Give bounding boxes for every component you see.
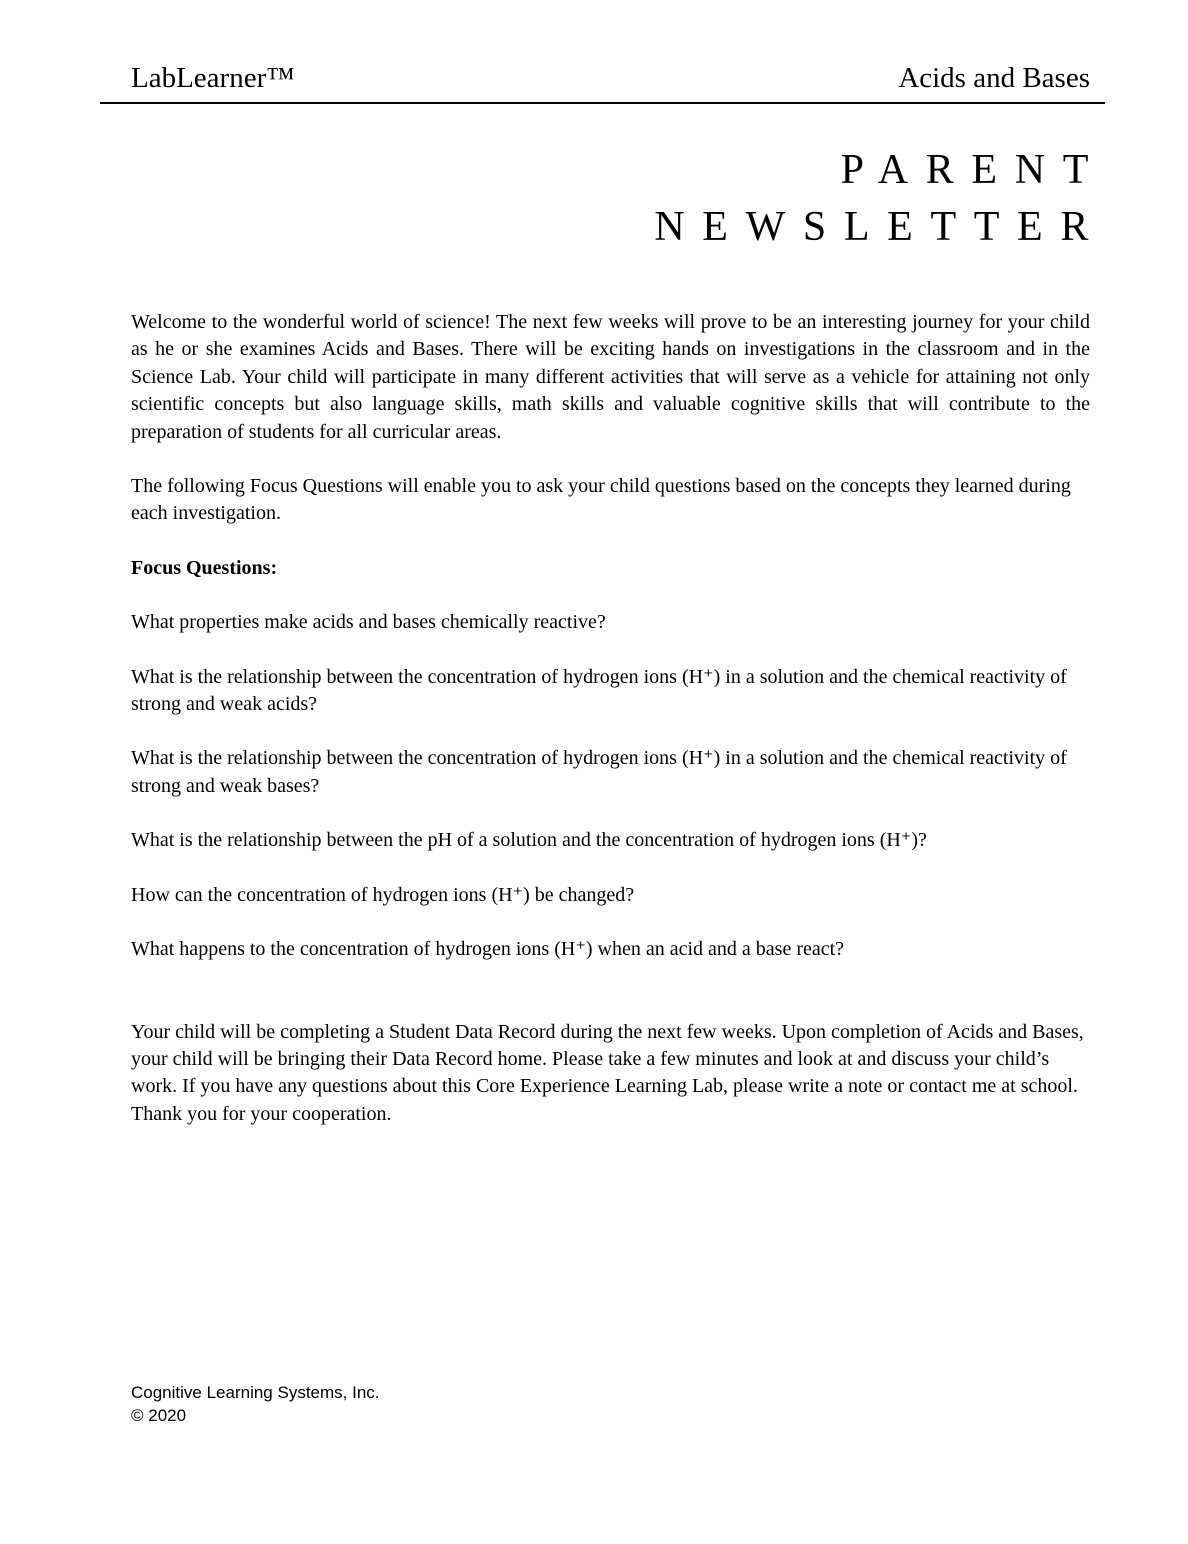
- newsletter-body: [131, 309, 1090, 1128]
- focus-question: What properties make acids and bases chemically reactive?: [131, 611, 606, 634]
- brand-text: LabLearner™: [131, 62, 295, 94]
- focus-questions-heading: Focus Questions:: [131, 556, 278, 579]
- focus-question: What is the relationship between the pH of a solution and the concentration of hydrogen ions (H⁺)?: [131, 829, 927, 852]
- page-footer: [131, 1381, 1188, 1427]
- title-line-2: NEWSLETTER: [654, 204, 1106, 250]
- focus-question: What is the relationship between the concentration of hydrogen ions (H⁺) in a solution and the chemical reactivity of strong and weak bases?: [131, 747, 1067, 797]
- company-name: Cognitive Learning Systems, Inc.: [131, 1383, 380, 1403]
- copyright: © 2020: [131, 1406, 187, 1426]
- closing-paragraph: Your child will be completing a Student Data Record during the next few weeks. Upon completion of Acids and Bases, your child will be bringing their Data Record home. Please take a few minutes and look at and discuss your child’s work. If you have any questions about this Core Experience Learning Lab, please write a note or contact me at school. Thank you for your cooperation.: [131, 1020, 1084, 1125]
- header-topic: Acids and Bases: [898, 62, 1090, 94]
- header-divider: [100, 102, 1105, 104]
- focus-intro-paragraph: The following Focus Questions will enable you to ask your child questions based on the concepts they learned during each investigation.: [131, 475, 1071, 525]
- page-header: [131, 62, 1090, 94]
- focus-question: How can the concentration of hydrogen ions (H⁺) be changed?: [131, 883, 635, 906]
- intro-paragraph: Welcome to the wonderful world of science! The next few weeks will prove to be an interesting journey for your child as he or she examines Acids and Bases. There will be exciting hands on investigations in the classroom and in the Science Lab. Your child will participate in many different activities that will serve as a vehicle for attaining not only scientific concepts but also language skills, math skills and valuable cognitive skills that will contribute to the preparation of students for all curricular areas.: [131, 311, 1090, 443]
- focus-question: What happens to the concentration of hydrogen ions (H⁺) when an acid and a base react?: [131, 938, 845, 961]
- page-title: [0, 142, 1188, 256]
- focus-question: What is the relationship between the concentration of hydrogen ions (H⁺) in a solution and the chemical reactivity of strong and weak acids?: [131, 665, 1067, 716]
- title-line-1: PARENT: [840, 147, 1106, 193]
